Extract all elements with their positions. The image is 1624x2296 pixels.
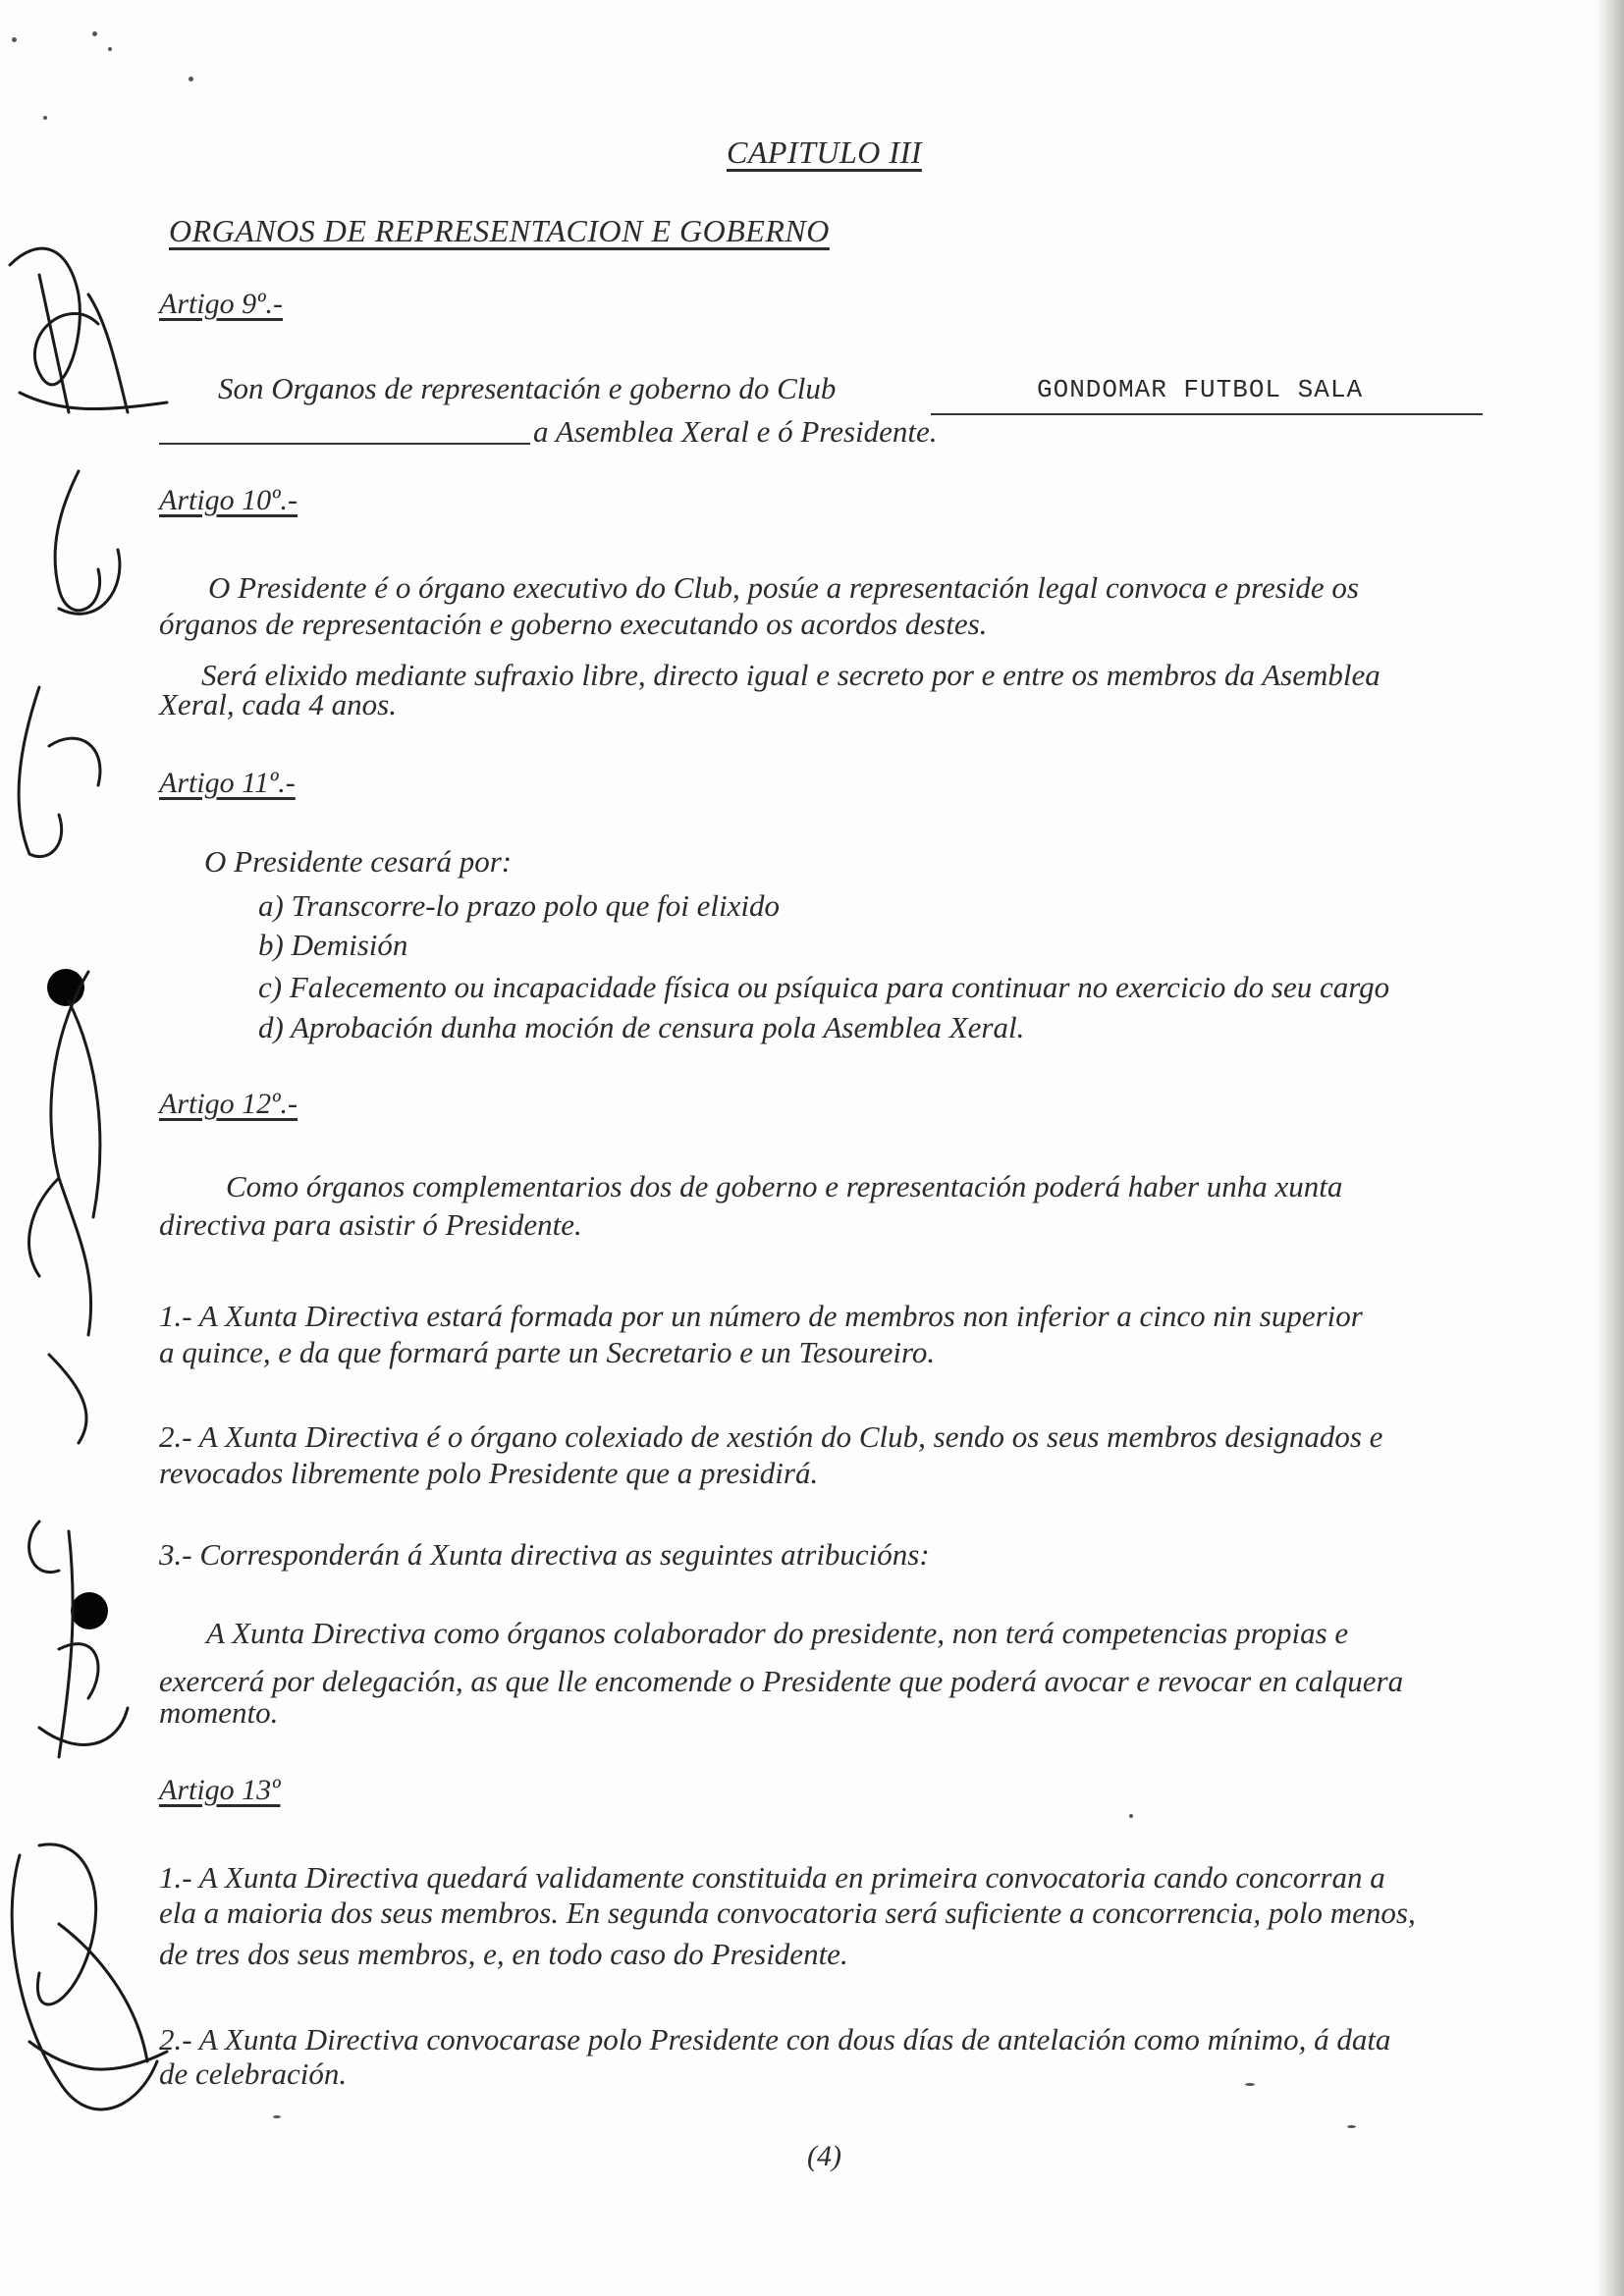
scan-speck [1129, 1814, 1133, 1818]
article-11-heading: Artigo 11º.- [159, 767, 296, 799]
article-12-p2-line-1: 1.- A Xunta Directiva estará formada por un número de membros non inferior a cinco nin superior [159, 1299, 1363, 1333]
article-11-intro: O Presidente cesará por: [204, 844, 513, 879]
signature-5 [12, 1844, 167, 2109]
article-13-p1-line-3: de tres dos seus membros, e, en todo caso do Presidente. [159, 1937, 848, 1971]
article-10-line-2: órganos de representación e goberno executando os acordos destes. [159, 607, 988, 641]
article-11-item-d: d) Aprobación dunha moción de censura pola Asemblea Xeral. [258, 1010, 1025, 1044]
signature-1 [10, 248, 167, 412]
scan-edge-shadow [1597, 0, 1624, 2296]
article-10-line-3: Será elixido mediante sufraxio libre, directo igual e secreto por e entre os membros da Asemblea [201, 658, 1380, 692]
article-13-heading: Artigo 13º [159, 1774, 281, 1806]
signature-4 [29, 1522, 128, 1757]
article-12-p5-line-1: A Xunta Directiva como órganos colaborador do presidente, non terá competencias propias e [206, 1616, 1349, 1650]
article-9-line-1: Son Organos de representación e goberno do Club [218, 371, 837, 405]
signature-2 [19, 471, 120, 857]
article-10-line-4: Xeral, cada 4 anos. [159, 687, 397, 721]
signature-3 [29, 972, 100, 1443]
article-9-heading: Artigo 9º.- [159, 288, 283, 320]
club-name: GONDOMAR FUTBOL SALA [1037, 375, 1364, 404]
article-11-item-c: c) Falecemento ou incapacidade física ou psíquica para continuar no exercicio do seu cargo [258, 970, 1390, 1004]
article-12-p1-line-2: directiva para asistir ó Presidente. [159, 1207, 582, 1242]
article-13-p2-line-1: 2.- A Xunta Directiva convocarase polo Presidente con dous días de antelación como mínimo, á data [159, 2022, 1391, 2056]
article-13-p1-line-1: 1.- A Xunta Directiva quedará validamente constituida en primeira convocatoria cando concorran a [159, 1860, 1385, 1895]
scan-speck [273, 2115, 281, 2118]
article-11-item-a: a) Transcorre-lo prazo polo que foi elixido [258, 888, 780, 923]
article-12-p3-line-2: revocados libremente polo Presidente que a presidirá. [159, 1456, 819, 1490]
club-name-blank-line-2 [159, 443, 530, 445]
article-10-line-1: O Presidente é o órgano executivo do Club, posúe a representación legal convoca e preside os [208, 570, 1359, 605]
article-13-p1-line-2: ela a maioria dos seus membros. En segunda convocatoria será suficiente a concorrencia, polo menos, [159, 1896, 1416, 1930]
article-12-p1-line-1: Como órganos complementarios dos de goberno e representación poderá haber unha xunta [226, 1169, 1343, 1203]
article-12-p5-line-2: exercerá por delegación, as que lle encomende o Presidente que poderá avocar e revocar en calquera [159, 1664, 1404, 1698]
club-name-blank-line [931, 413, 1483, 415]
section-title: ORGANOS DE REPRESENTACION E GOBERNO [169, 213, 830, 248]
article-12-heading: Artigo 12º.- [159, 1088, 298, 1120]
article-13-p2-line-2: de celebración. [159, 2056, 348, 2091]
article-12-p3-line-1: 2.- A Xunta Directiva é o órgano colexiado de xestión do Club, sendo os seus membros designados e [159, 1419, 1383, 1454]
article-11-item-b: b) Demisión [258, 928, 408, 962]
article-12-p5-line-3: momento. [159, 1695, 279, 1730]
scan-speck [1245, 2083, 1255, 2086]
article-12-p2-line-2: a quince, e da que formará parte un Secretario e un Tesoureiro. [159, 1335, 936, 1369]
chapter-title: CAPITULO III [727, 134, 922, 170]
article-12-p4-line-1: 3.- Corresponderán á Xunta directiva as seguintes atribucións: [159, 1537, 930, 1572]
article-10-heading: Artigo 10º.- [159, 484, 298, 516]
scan-speck [1347, 2125, 1356, 2128]
article-9-line-2: a Asemblea Xeral e ó Presidente. [533, 414, 938, 449]
page-number: (4) [807, 2140, 841, 2172]
